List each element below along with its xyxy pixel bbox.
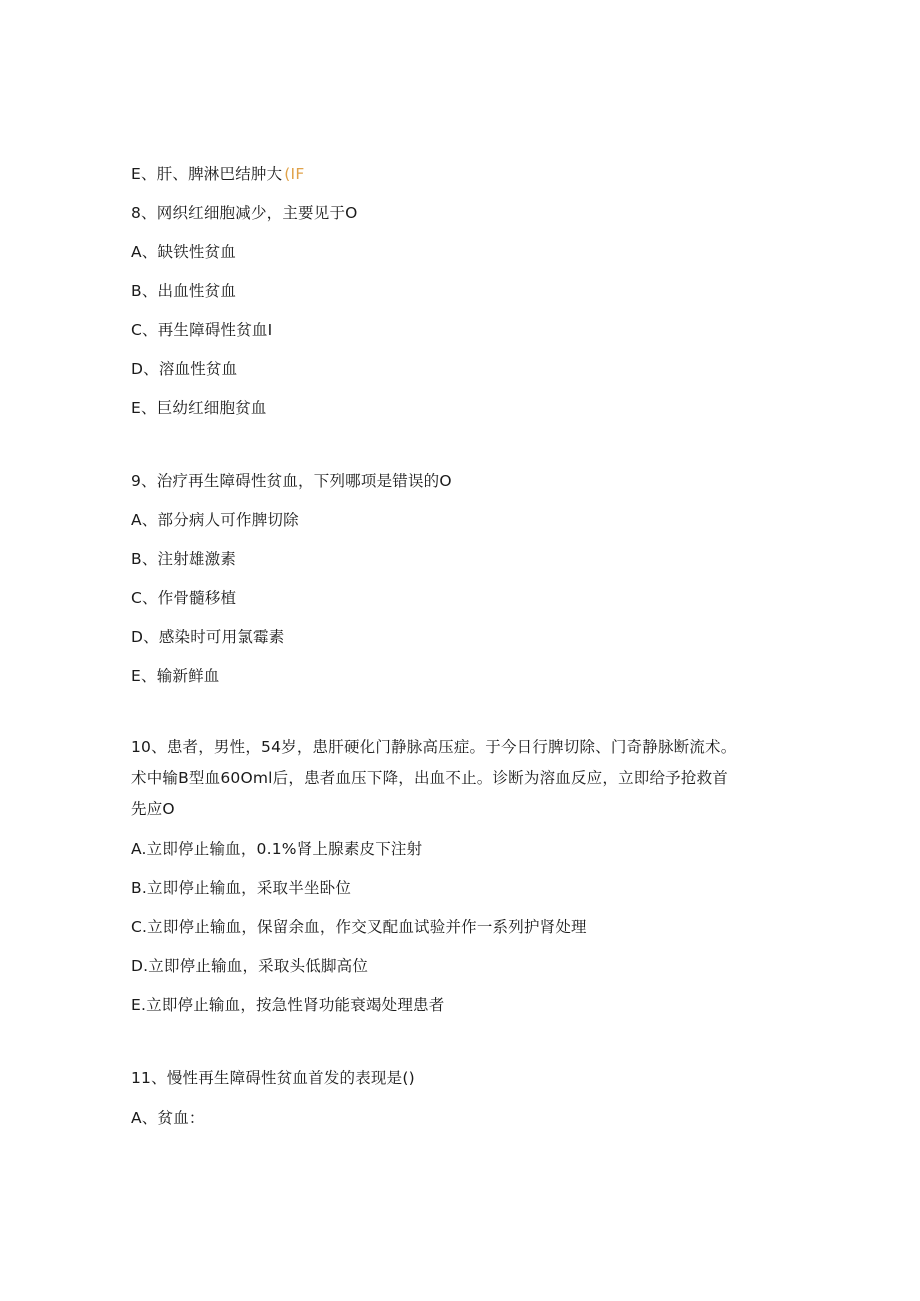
q9-option-a: A、部分病人可作脾切除	[131, 511, 299, 529]
q8-option-a: A、缺铁性贫血	[131, 243, 237, 261]
q8-stem: 8、网织红细胞减少，主要见于O	[131, 204, 358, 222]
q9-option-b: B、注射雄激素	[131, 550, 237, 568]
q10-option-b: B.立即停止输血，采取半坐卧位	[131, 879, 352, 897]
q9-stem: 9、治疗再生障碍性贫血，下列哪项是错误的O	[131, 472, 452, 490]
q10-stem-line-3: 先应O	[131, 800, 175, 818]
q10-option-c: C.立即停止输血，保留余血，作交叉配血试验并作一系列护肾处理	[131, 918, 587, 936]
q11-option-a: A、贫血：	[131, 1109, 205, 1127]
q8-option-c: C、再生障碍性贫血I	[131, 321, 273, 339]
q9-option-d: D、感染时可用氯霉素	[131, 628, 285, 646]
q10-stem-line-2: 术中输B型血60Oml后，患者血压下降，出血不止。诊断为溶血反应，立即给予抢救首	[131, 769, 728, 787]
q8-option-b: B、出血性贫血	[131, 282, 237, 300]
q8-option-e: E、巨幼红细胞贫血	[131, 399, 267, 417]
q10-option-e: E.立即停止输血，按急性肾功能衰竭处理患者	[131, 996, 445, 1014]
q10-option-a: A.立即停止输血，0.1%肾上腺素皮下注射	[131, 840, 423, 858]
q7-option-e-text: E、肝、脾淋巴结肿大	[131, 165, 283, 183]
q10-stem-line-1: 10、患者，男性，54岁，患肝硬化门静脉高压症。于今日行脾切除、门奇静脉断流术。	[131, 738, 737, 756]
q9-option-e: E、输新鲜血	[131, 667, 220, 685]
q7-option-e-mark: (IF	[284, 165, 305, 183]
q10-option-d: D.立即停止输血，采取头低脚高位	[131, 957, 369, 975]
q8-option-d: D、溶血性贫血	[131, 360, 238, 378]
q11-stem: 11、慢性再生障碍性贫血首发的表现是()	[131, 1069, 415, 1087]
q7-option-e	[131, 164, 304, 184]
q9-option-c: C、作骨髓移植	[131, 589, 237, 607]
